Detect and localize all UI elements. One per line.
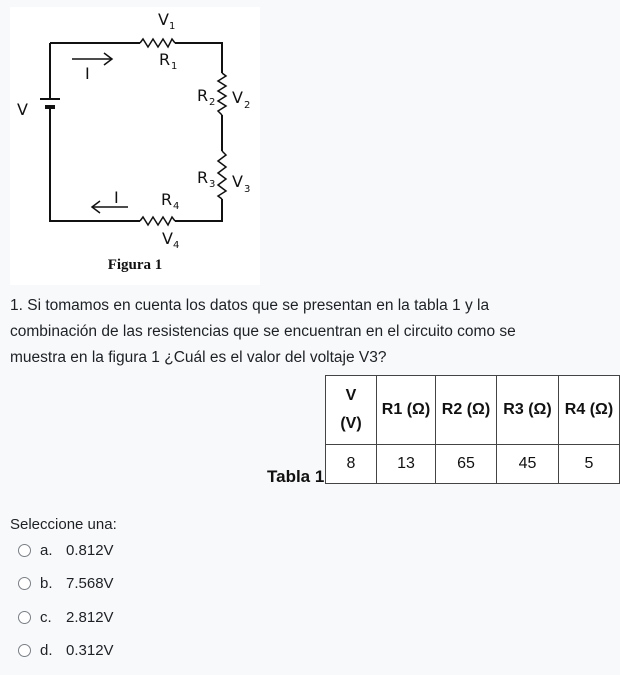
resistor-r1 xyxy=(140,39,175,47)
option-value: 2.812V xyxy=(66,608,114,626)
option-letter: b. xyxy=(40,574,53,592)
label-i-top: I xyxy=(85,64,90,83)
label-v3-sub: 3 xyxy=(244,184,251,195)
table-header-v-line2: (V) xyxy=(340,415,362,432)
label-v1: V xyxy=(158,10,169,29)
option-value: 7.568V xyxy=(66,574,114,592)
select-prompt: Seleccione una: xyxy=(10,516,117,533)
table-cell-r3: 45 xyxy=(497,445,559,484)
label-v4-sub: 4 xyxy=(173,240,180,251)
option-letter: c. xyxy=(40,608,52,626)
table-cell-r4: 5 xyxy=(559,445,620,484)
circuit-figure xyxy=(10,7,260,285)
table-label: Tabla 1 xyxy=(267,467,325,486)
label-r2: R xyxy=(197,86,209,105)
label-r1-sub: 1 xyxy=(171,61,178,72)
radio-icon[interactable] xyxy=(18,577,31,590)
resistor-r2 xyxy=(218,73,226,115)
label-i-bottom: I xyxy=(114,188,119,207)
label-r3: R xyxy=(197,168,209,187)
radio-icon[interactable] xyxy=(18,644,31,657)
label-v4: V xyxy=(162,229,173,248)
figure-caption: Figura 1 xyxy=(107,257,163,273)
table-header-r2: R2 (Ω) xyxy=(436,376,497,445)
table-cell-r1: 13 xyxy=(377,445,436,484)
option-b[interactable] xyxy=(18,572,114,594)
option-value: 0.312V xyxy=(66,641,114,659)
table-header-v xyxy=(326,376,377,445)
table-cell-v: 8 xyxy=(326,445,377,484)
radio-icon[interactable] xyxy=(18,611,31,624)
table-row xyxy=(326,445,620,484)
table-header-r1: R1 (Ω) xyxy=(377,376,436,445)
table-header-r3: R3 (Ω) xyxy=(497,376,559,445)
label-r3-sub: 3 xyxy=(209,179,216,190)
option-a[interactable] xyxy=(18,539,114,561)
radio-icon[interactable] xyxy=(18,544,31,557)
label-r1: R xyxy=(159,50,171,69)
option-c[interactable] xyxy=(18,606,114,628)
table-header-r4: R4 (Ω) xyxy=(559,376,620,445)
resistor-r4 xyxy=(140,217,175,225)
circuit-diagram xyxy=(10,7,260,257)
option-letter: d. xyxy=(40,641,53,659)
option-value: 0.812V xyxy=(66,541,114,559)
data-table xyxy=(325,375,620,484)
question-text: 1. Si tomamos en cuenta los datos que se presentan en la tabla 1 y la combinación de las resistencias que se encuentran en el circuito como se muestra en la figura 1 ¿Cuál es el valor del voltaje V3? xyxy=(10,297,516,366)
label-r4-sub: 4 xyxy=(173,201,180,212)
option-d[interactable] xyxy=(18,639,114,661)
label-r2-sub: 2 xyxy=(209,97,216,108)
label-v: V xyxy=(17,100,28,119)
label-v3: V xyxy=(232,172,243,191)
label-v2-sub: 2 xyxy=(244,100,251,111)
resistor-r3 xyxy=(218,151,226,199)
label-v1-sub: 1 xyxy=(169,21,176,32)
table-cell-r2: 65 xyxy=(436,445,497,484)
table-header-v-line1: V xyxy=(345,387,357,404)
option-letter: a. xyxy=(40,541,53,559)
label-r4: R xyxy=(161,190,173,209)
label-v2: V xyxy=(232,88,243,107)
table-header-row xyxy=(326,376,620,445)
